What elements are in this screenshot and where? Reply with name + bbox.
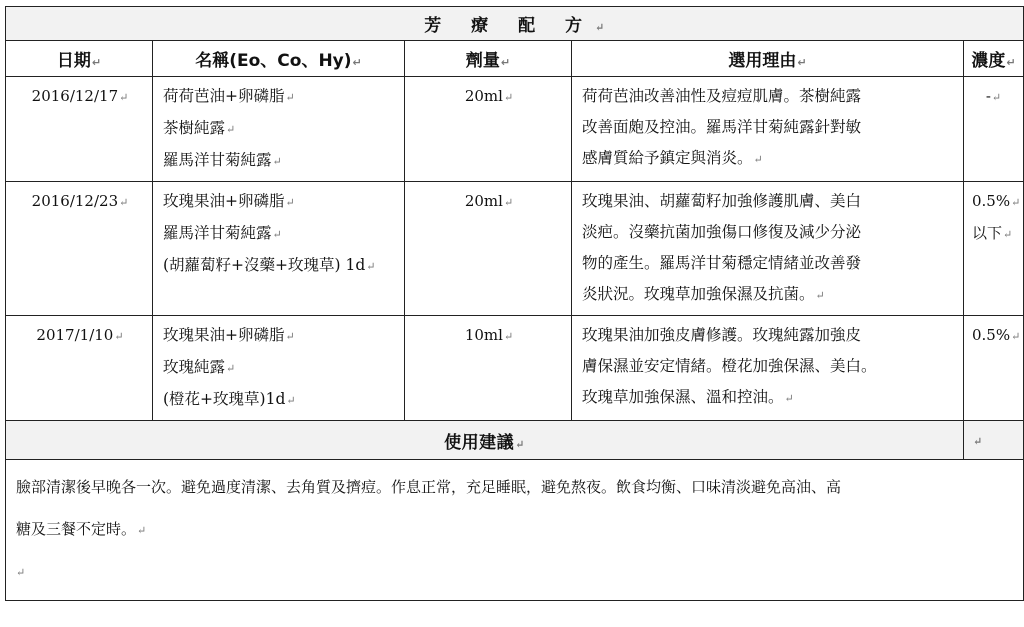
table-title-text: 芳 療 配 方	[424, 16, 595, 36]
row-date: 2016/12/17↵	[6, 77, 153, 182]
header-dose: 劑量↵	[405, 41, 572, 77]
name-line: 玫瑰純露↵	[163, 358, 236, 376]
advice-line: 臉部清潔後早晚各一次。避免過度清潔、去角質及擠痘。作息正常，充足睡眠，避免熬夜。飲食均衡、口味清淡避免高油、高	[16, 478, 842, 496]
table-row	[6, 182, 1024, 316]
reason-line: 膚保濕並安定情緒。橙花加強保濕、美白。	[582, 357, 877, 375]
advice-line: 糖及三餐不定時。↵	[16, 520, 147, 538]
row-reason	[572, 77, 964, 182]
advice-heading: 使用建議↵	[6, 421, 964, 460]
reason-line: 淡疤。沒藥抗菌加強傷口修復及減少分泌	[582, 223, 862, 241]
header-date: 日期↵	[6, 41, 153, 77]
row-names	[153, 316, 405, 421]
paragraph-mark-icon: ↵	[91, 56, 102, 69]
advice-heading-row	[6, 421, 1024, 460]
row-concentration: 0.5%↵ 以下↵	[964, 182, 1024, 316]
title-row	[6, 7, 1024, 41]
row-names	[153, 77, 405, 182]
reason-line: 炎狀況。玫瑰草加強保濕及抗菌。↵	[582, 285, 825, 303]
name-line: 荷荷芭油+卵磷脂↵	[163, 87, 295, 105]
advice-text	[6, 460, 1024, 601]
row-concentration: 0.5%↵	[964, 316, 1024, 421]
name-line: 玫瑰果油+卵磷脂↵	[163, 192, 295, 210]
recipe-table	[5, 6, 1024, 601]
header-reason: 選用理由↵	[572, 41, 964, 77]
name-line: 羅馬洋甘菊純露↵	[163, 224, 282, 242]
reason-line: 玫瑰果油加強皮膚修護。玫瑰純露加強皮	[582, 326, 862, 344]
paragraph-mark-icon: ↵	[352, 56, 362, 69]
reason-line: 玫瑰草加強保濕、溫和控油。↵	[582, 388, 794, 406]
paragraph-mark-icon: ↵	[1006, 56, 1016, 69]
name-line: 茶樹純露↵	[163, 119, 236, 137]
advice-heading-empty-cell: ↵	[964, 421, 1024, 460]
paragraph-mark-icon: ↵	[595, 21, 605, 34]
row-date: 2016/12/23↵	[6, 182, 153, 316]
paragraph-mark-icon: ↵	[16, 566, 26, 579]
paragraph-mark-icon: ↵	[500, 56, 511, 69]
table-title	[6, 7, 1024, 41]
reason-line: 感膚質給予鎮定與消炎。↵	[582, 149, 763, 167]
row-reason	[572, 316, 964, 421]
name-line: (胡蘿蔔籽+沒藥+玫瑰草) 1d↵	[163, 256, 376, 274]
header-name: 名稱(Eo、Co、Hy)↵	[153, 41, 405, 77]
table-row	[6, 77, 1024, 182]
advice-body-row	[6, 460, 1024, 601]
name-line: (橙花+玫瑰草)1d↵	[163, 390, 296, 408]
reason-line: 荷荷芭油改善油性及痘痘肌膚。茶樹純露	[582, 87, 862, 105]
name-line: 玫瑰果油+卵磷脂↵	[163, 326, 295, 344]
row-names	[153, 182, 405, 316]
row-reason	[572, 182, 964, 316]
row-concentration: -↵	[964, 77, 1024, 182]
table-row	[6, 316, 1024, 421]
paragraph-mark-icon: ↵	[797, 56, 807, 69]
row-dose: 10ml↵	[405, 316, 572, 421]
row-dose: 20ml↵	[405, 182, 572, 316]
reason-line: 物的產生。羅馬洋甘菊穩定情緒並改善發	[582, 254, 862, 272]
header-concentration: 濃度↵	[964, 41, 1024, 77]
row-dose: 20ml↵	[405, 77, 572, 182]
reason-line: 玫瑰果油、胡蘿蔔籽加強修護肌膚、美白	[582, 192, 862, 210]
reason-line: 改善面皰及控油。羅馬洋甘菊純露針對敏	[582, 118, 862, 136]
name-line: 羅馬洋甘菊純露↵	[163, 151, 282, 169]
header-row	[6, 41, 1024, 77]
row-date: 2017/1/10↵	[6, 316, 153, 421]
